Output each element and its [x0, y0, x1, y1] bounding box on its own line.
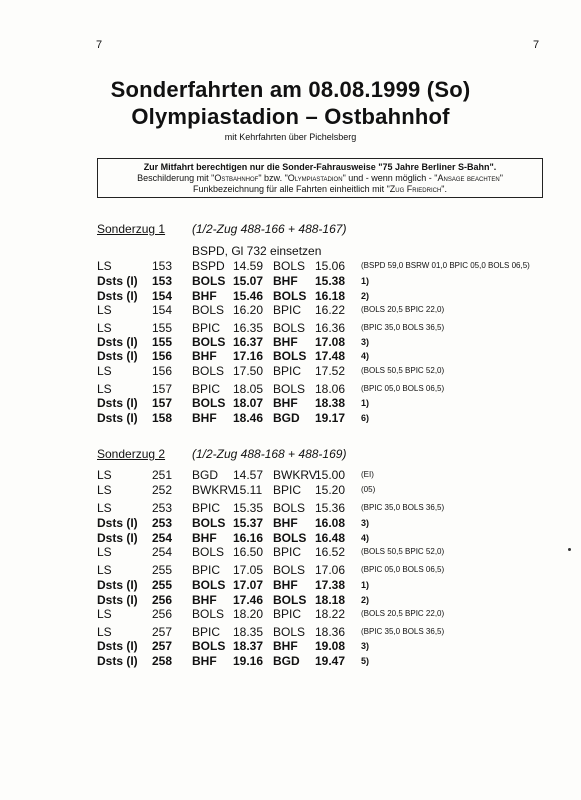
schedule-row — [0, 563, 581, 577]
cell-from: BSPD — [192, 259, 225, 273]
cell-to: BOLS — [273, 382, 306, 396]
cell-rem: (BSPD 59,0 BSRW 01,0 BPIC 05,0 BOLS 06,5) — [361, 261, 530, 270]
schedule-row — [0, 396, 581, 410]
cell-t1: 17.07 — [233, 578, 264, 592]
train-1-heading — [97, 222, 347, 236]
cell-rem: (BOLS 50,5 BPIC 52,0) — [361, 366, 445, 375]
cell-from: BOLS — [192, 516, 226, 530]
cell-from: BHF — [192, 531, 217, 545]
cell-typ: LS — [97, 483, 112, 497]
cell-to: BHF — [273, 396, 298, 410]
cell-typ: LS — [97, 607, 112, 621]
cell-to: BHF — [273, 639, 298, 653]
cell-t2: 19.47 — [315, 654, 346, 668]
cell-typ: LS — [97, 382, 112, 396]
cell-typ: Dsts (I) — [97, 516, 138, 530]
cell-nr: 154 — [152, 289, 173, 303]
cell-t2: 18.36 — [315, 625, 346, 639]
schedule-row — [0, 289, 581, 303]
cell-from: BOLS — [192, 578, 226, 592]
cell-t2: 16.52 — [315, 545, 346, 559]
cell-rem: 3) — [361, 641, 370, 651]
cell-rem: 5) — [361, 656, 370, 666]
cell-rem: (BPIC 35,0 BOLS 36,5) — [361, 503, 445, 512]
cell-to: BOLS — [273, 259, 306, 273]
schedule-row — [0, 639, 581, 653]
cell-typ: Dsts (I) — [97, 531, 138, 545]
cell-from: BPIC — [192, 625, 221, 639]
cell-t2: 19.08 — [315, 639, 346, 653]
train-1-composition: (1/2-Zug 488-166 + 488-167) — [192, 222, 347, 236]
cell-to: BHF — [273, 516, 298, 530]
schedule-row — [0, 468, 581, 482]
cell-typ: Dsts (I) — [97, 578, 138, 592]
cell-t2: 16.48 — [315, 531, 346, 545]
cell-typ: Dsts (I) — [97, 593, 138, 607]
cell-nr: 254 — [152, 545, 173, 559]
cell-nr: 257 — [152, 625, 173, 639]
cell-to: BOLS — [273, 625, 306, 639]
cell-t1: 15.35 — [233, 501, 264, 515]
cell-rem: 3) — [361, 518, 370, 528]
cell-t1: 17.16 — [233, 349, 264, 363]
cell-typ: LS — [97, 468, 112, 482]
schedule-row — [0, 303, 581, 317]
page-subtitle: mit Kehrfahrten über Pichelsberg — [224, 132, 357, 142]
cell-t1: 19.16 — [233, 654, 264, 668]
cell-nr: 158 — [152, 411, 173, 425]
page-title-route: Olympiastadion – Ostbahnhof — [131, 104, 450, 129]
cell-rem: 1) — [361, 276, 370, 286]
cell-t1: 18.07 — [233, 396, 264, 410]
schedule-row — [0, 321, 581, 335]
schedule-row — [0, 335, 581, 349]
cell-rem: (BPIC 35,0 BOLS 36,5) — [361, 627, 445, 636]
schedule-row — [0, 516, 581, 530]
cell-from: BWKRV — [192, 483, 236, 497]
cell-to: BOLS — [273, 563, 306, 577]
cell-typ: Dsts (I) — [97, 335, 138, 349]
schedule-row — [0, 607, 581, 621]
scan-speck — [568, 548, 571, 551]
cell-from: BHF — [192, 289, 217, 303]
cell-to: BHF — [273, 578, 298, 592]
train-1-name: Sonderzug 1 — [97, 222, 166, 236]
cell-t2: 15.36 — [315, 501, 346, 515]
cell-rem: (BPIC 05,0 BOLS 06,5) — [361, 565, 445, 574]
cell-typ: LS — [97, 563, 112, 577]
schedule-row — [0, 483, 581, 497]
cell-t2: 17.06 — [315, 563, 346, 577]
cell-t2: 17.48 — [315, 349, 346, 363]
cell-nr: 255 — [152, 578, 173, 592]
cell-from: BOLS — [192, 335, 226, 349]
cell-typ: LS — [97, 303, 112, 317]
cell-nr: 258 — [152, 654, 173, 668]
schedule-row — [0, 501, 581, 515]
cell-t2: 15.06 — [315, 259, 346, 273]
cell-rem: 1) — [361, 398, 370, 408]
cell-t1: 16.20 — [233, 303, 264, 317]
schedule-row — [0, 259, 581, 273]
train-2-composition: (1/2-Zug 488-168 + 488-169) — [192, 447, 347, 461]
cell-t2: 16.18 — [315, 289, 346, 303]
cell-to: BOLS — [273, 289, 307, 303]
cell-t2: 16.22 — [315, 303, 346, 317]
cell-rem: 2) — [361, 291, 370, 301]
cell-t1: 16.35 — [233, 321, 264, 335]
cell-t2: 17.08 — [315, 335, 346, 349]
schedule-row — [0, 349, 581, 363]
notice-line-3: Funkbezeichnung für alle Fahrten einheitlich mit "Zug Friedrich". — [192, 184, 447, 194]
cell-from: BOLS — [192, 364, 225, 378]
cell-from: BOLS — [192, 607, 225, 621]
cell-typ: LS — [97, 545, 112, 559]
cell-from: BOLS — [192, 545, 225, 559]
cell-from: BPIC — [192, 501, 221, 515]
cell-to: BPIC — [273, 483, 302, 497]
cell-typ: Dsts (I) — [97, 274, 138, 288]
cell-t2: 18.22 — [315, 607, 346, 621]
cell-nr: 256 — [152, 607, 173, 621]
cell-to: BPIC — [273, 364, 302, 378]
schedule-row — [0, 531, 581, 545]
page-number-left: 7 — [96, 39, 103, 51]
cell-from: BPIC — [192, 321, 221, 335]
cell-t2: 17.52 — [315, 364, 346, 378]
cell-rem: (BPIC 35,0 BOLS 36,5) — [361, 323, 445, 332]
cell-nr: 153 — [152, 259, 173, 273]
cell-t2: 18.06 — [315, 382, 346, 396]
cell-from: BOLS — [192, 396, 226, 410]
cell-rem: (BOLS 20,5 BPIC 22,0) — [361, 609, 445, 618]
cell-nr: 252 — [152, 483, 173, 497]
cell-to: BHF — [273, 335, 298, 349]
cell-t1: 18.37 — [233, 639, 264, 653]
schedule-row — [0, 593, 581, 607]
cell-from: BHF — [192, 349, 217, 363]
cell-t1: 14.59 — [233, 259, 264, 273]
cell-nr: 153 — [152, 274, 173, 288]
cell-nr: 155 — [152, 321, 173, 335]
cell-rem: 2) — [361, 595, 370, 605]
cell-to: BPIC — [273, 545, 302, 559]
cell-t1: 15.37 — [233, 516, 264, 530]
cell-rem: 3) — [361, 337, 370, 347]
cell-t1: 15.46 — [233, 289, 264, 303]
cell-typ: LS — [97, 321, 112, 335]
cell-nr: 251 — [152, 468, 173, 482]
cell-t1: 15.11 — [233, 483, 263, 497]
page-number-right: 7 — [533, 39, 540, 51]
cell-from: BHF — [192, 654, 217, 668]
cell-t1: 17.46 — [233, 593, 264, 607]
schedule-row — [0, 411, 581, 425]
cell-t1: 17.05 — [233, 563, 264, 577]
cell-nr: 253 — [152, 516, 173, 530]
cell-to: BOLS — [273, 349, 307, 363]
cell-nr: 254 — [152, 531, 173, 545]
cell-t1: 15.07 — [233, 274, 264, 288]
cell-nr: 156 — [152, 349, 173, 363]
cell-from: BOLS — [192, 303, 225, 317]
cell-t1: 17.50 — [233, 364, 264, 378]
schedule-row — [0, 578, 581, 592]
cell-rem: 1) — [361, 580, 370, 590]
cell-from: BPIC — [192, 563, 221, 577]
cell-t2: 16.08 — [315, 516, 346, 530]
train-1-note: BSPD, Gl 732 einsetzen — [192, 244, 322, 258]
train-2-name: Sonderzug 2 — [97, 447, 166, 461]
cell-typ: LS — [97, 501, 112, 515]
cell-rem: 4) — [361, 351, 370, 361]
cell-from: BGD — [192, 468, 219, 482]
cell-rem: 4) — [361, 533, 370, 543]
schedule-row — [0, 545, 581, 559]
cell-nr: 255 — [152, 563, 173, 577]
schedule-row — [0, 274, 581, 288]
cell-t2: 15.00 — [315, 468, 346, 482]
cell-t2: 15.20 — [315, 483, 346, 497]
notice-line-1: Zur Mitfahrt berechtigen nur die Sonder-Fahrausweise "75 Jahre Berliner S-Bahn". — [143, 162, 497, 172]
schedule-row — [0, 382, 581, 396]
schedule-row — [0, 625, 581, 639]
cell-to: BOLS — [273, 531, 307, 545]
cell-t1: 14.57 — [233, 468, 264, 482]
schedule-row — [0, 364, 581, 378]
cell-rem: (EI) — [361, 470, 374, 479]
cell-t2: 18.38 — [315, 396, 346, 410]
cell-nr: 256 — [152, 593, 173, 607]
cell-t2: 15.38 — [315, 274, 346, 288]
cell-rem: 6) — [361, 413, 370, 423]
cell-from: BOLS — [192, 639, 226, 653]
cell-nr: 257 — [152, 639, 173, 653]
cell-to: BHF — [273, 274, 298, 288]
cell-rem: (BOLS 20,5 BPIC 22,0) — [361, 305, 445, 314]
cell-rem: (05) — [361, 485, 376, 494]
cell-from: BHF — [192, 411, 217, 425]
schedule-row — [0, 654, 581, 668]
cell-t1: 16.37 — [233, 335, 264, 349]
cell-from: BPIC — [192, 382, 221, 396]
cell-t1: 18.35 — [233, 625, 264, 639]
cell-to: BPIC — [273, 607, 302, 621]
cell-nr: 253 — [152, 501, 173, 515]
cell-nr: 154 — [152, 303, 173, 317]
cell-t1: 18.46 — [233, 411, 264, 425]
train-2-heading — [97, 447, 347, 461]
notice-box — [97, 158, 543, 198]
cell-t2: 18.18 — [315, 593, 346, 607]
cell-t1: 18.20 — [233, 607, 264, 621]
cell-typ: LS — [97, 625, 112, 639]
cell-to: BOLS — [273, 593, 307, 607]
cell-rem: (BPIC 05,0 BOLS 06,5) — [361, 384, 445, 393]
cell-to: BWKRV — [273, 468, 317, 482]
cell-t1: 18.05 — [233, 382, 264, 396]
cell-typ: LS — [97, 259, 112, 273]
cell-typ: Dsts (I) — [97, 349, 138, 363]
cell-from: BOLS — [192, 274, 226, 288]
cell-t1: 16.50 — [233, 545, 264, 559]
cell-t2: 16.36 — [315, 321, 346, 335]
notice-line-2: Beschilderung mit "Ostbahnhof" bzw. "Olympiastadion" und - wenn möglich - "Ansage beachten" — [137, 173, 503, 183]
cell-nr: 156 — [152, 364, 173, 378]
cell-typ: Dsts (I) — [97, 396, 138, 410]
cell-nr: 157 — [152, 396, 173, 410]
cell-from: BHF — [192, 593, 217, 607]
cell-to: BOLS — [273, 501, 306, 515]
cell-to: BGD — [273, 654, 300, 668]
cell-nr: 155 — [152, 335, 173, 349]
cell-typ: Dsts (I) — [97, 654, 138, 668]
page-title: Sonderfahrten am 08.08.1999 (So) — [110, 77, 471, 102]
cell-nr: 157 — [152, 382, 173, 396]
cell-typ: Dsts (I) — [97, 289, 138, 303]
cell-to: BOLS — [273, 321, 306, 335]
cell-t2: 17.38 — [315, 578, 346, 592]
cell-to: BGD — [273, 411, 300, 425]
cell-typ: LS — [97, 364, 112, 378]
cell-to: BPIC — [273, 303, 302, 317]
cell-rem: (BOLS 50,5 BPIC 52,0) — [361, 547, 445, 556]
cell-typ: Dsts (I) — [97, 639, 138, 653]
cell-t2: 19.17 — [315, 411, 346, 425]
cell-t1: 16.16 — [233, 531, 264, 545]
cell-typ: Dsts (I) — [97, 411, 138, 425]
